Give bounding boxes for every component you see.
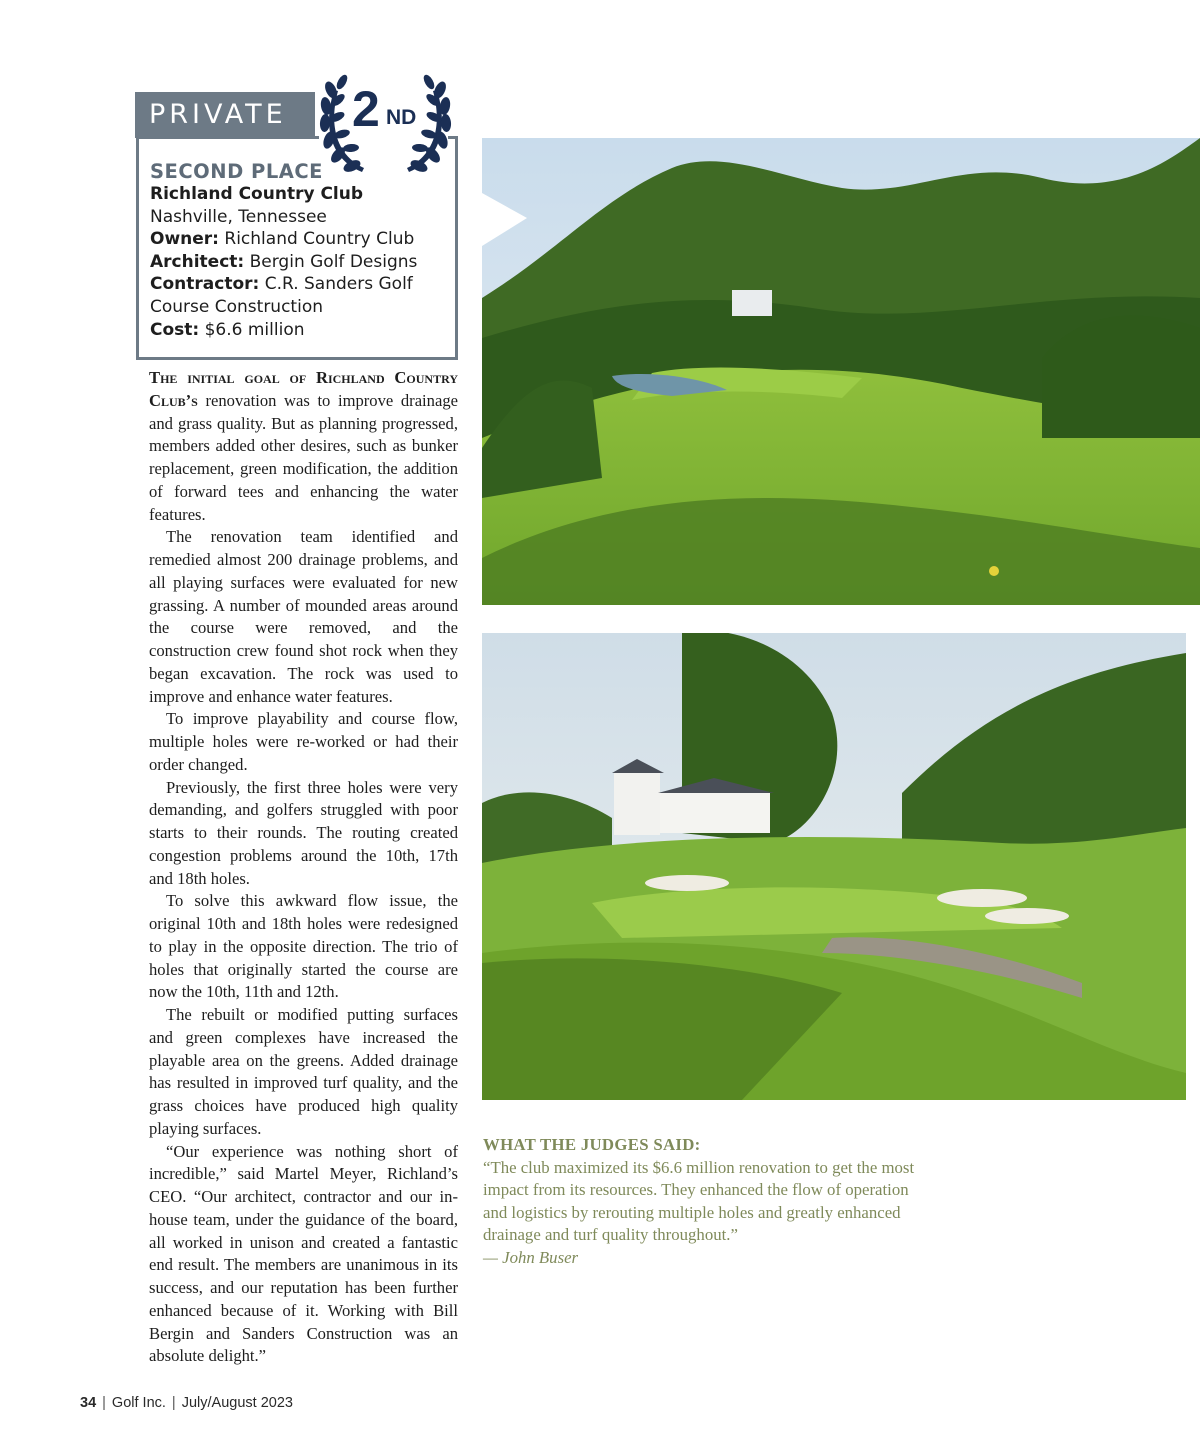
contractor-value: C.R. Sanders Golf Course Construction (150, 274, 413, 317)
award-details (150, 160, 450, 341)
article-body (149, 367, 458, 1368)
article-paragraph: The rebuilt or modified putting surfaces and green complexes have increased the playable area on the greens. Added drainage has resulted in improved turf quality, and the grass choices have produced high quality playing surfaces. (149, 1005, 458, 1138)
article-paragraph: To improve playability and course flow, multiple holes were re-worked or had their order changed. (149, 709, 458, 774)
golf-hole-photo-fairway (482, 138, 1200, 605)
article-paragraph: “Our experience was nothing short of incredible,” said Martel Meyer, Richland’s CEO. “Our architect, contractor and our in-house team, under the guidance of the board, all worked in unison and created a fantastic end result. The members are unanimous in its success, and our reputation has been further enhanced because of it. Working with Bill Bergin and Sanders Construction was an absolute delight.” (149, 1141, 458, 1366)
page-footer (80, 1395, 293, 1411)
category-label: PRIVATE (135, 92, 315, 138)
owner-line (150, 228, 450, 251)
article-paragraph (149, 367, 458, 526)
club-location: Nashville, Tennessee (150, 206, 327, 227)
rank-number: 2 (352, 81, 378, 137)
judges-quote: “The club maximized its $6.6 million renovation to get the most impact from its resources. They enhanced the flow of operation and logistics by rerouting multiple holes and greatly enhanced drainage and turf quality throughout.” (483, 1157, 915, 1244)
issue-date: July/August 2023 (181, 1395, 293, 1411)
judges-heading: WHAT THE JUDGES SAID: (483, 1135, 701, 1154)
page-number: 34 (80, 1395, 97, 1411)
contractor-line (150, 273, 450, 318)
article-paragraph-1-text: renovation was to improve drainage and grass quality. But as planning progressed, members added other desires, such as bunker replacement, green modification, the addition of forward tees and enhancing the water features. (149, 390, 458, 524)
place-heading: SECOND PLACE (150, 160, 323, 183)
box-top-rule (139, 136, 319, 139)
judges-attribution: — John Buser (483, 1247, 579, 1267)
article-paragraph: Previously, the first three holes were very demanding, and golfers struggled with poor starts to their rounds. The routing created congestion problems around the 10th, 17th and 18th holes. (149, 777, 458, 888)
architect-line (150, 251, 450, 274)
cost-line (150, 319, 450, 342)
article-paragraph: The renovation team identified and remedied almost 200 drainage problems, and all playing surfaces were evaluated for new grassing. A number of mounded areas around the course were removed, and the construction crew found shot rock when they began excavation. The rock was used to improve and enhance water features. (149, 527, 458, 706)
golf-hole-photo-green (482, 633, 1186, 1100)
rank-suffix: ND (386, 106, 417, 129)
footer-separator: | (171, 1395, 176, 1411)
architect-label: Architect: (150, 251, 245, 272)
publication-name: Golf Inc. (111, 1395, 166, 1411)
cost-label: Cost: (150, 319, 200, 340)
article-lead-in: The initial goal of Richland Country Club’s (149, 368, 458, 410)
architect-value: Bergin Golf Designs (249, 251, 418, 272)
article-paragraph: To solve this awkward flow issue, the original 10th and 18th holes were redesigned to play in the opposite direction. The trio of holes that originally started the course are now the 10th, 11th and 12th. (149, 891, 458, 1002)
owner-value: Richland Country Club (224, 229, 415, 250)
footer-separator: | (102, 1395, 106, 1411)
cost-value: $6.6 million (204, 319, 305, 340)
box-top-rule-right (448, 136, 458, 139)
award-info-box (136, 136, 458, 360)
contractor-label: Contractor: (150, 274, 260, 295)
club-name: Richland Country Club (150, 184, 364, 204)
judges-quote-block (483, 1134, 923, 1269)
owner-label: Owner: (150, 229, 219, 250)
